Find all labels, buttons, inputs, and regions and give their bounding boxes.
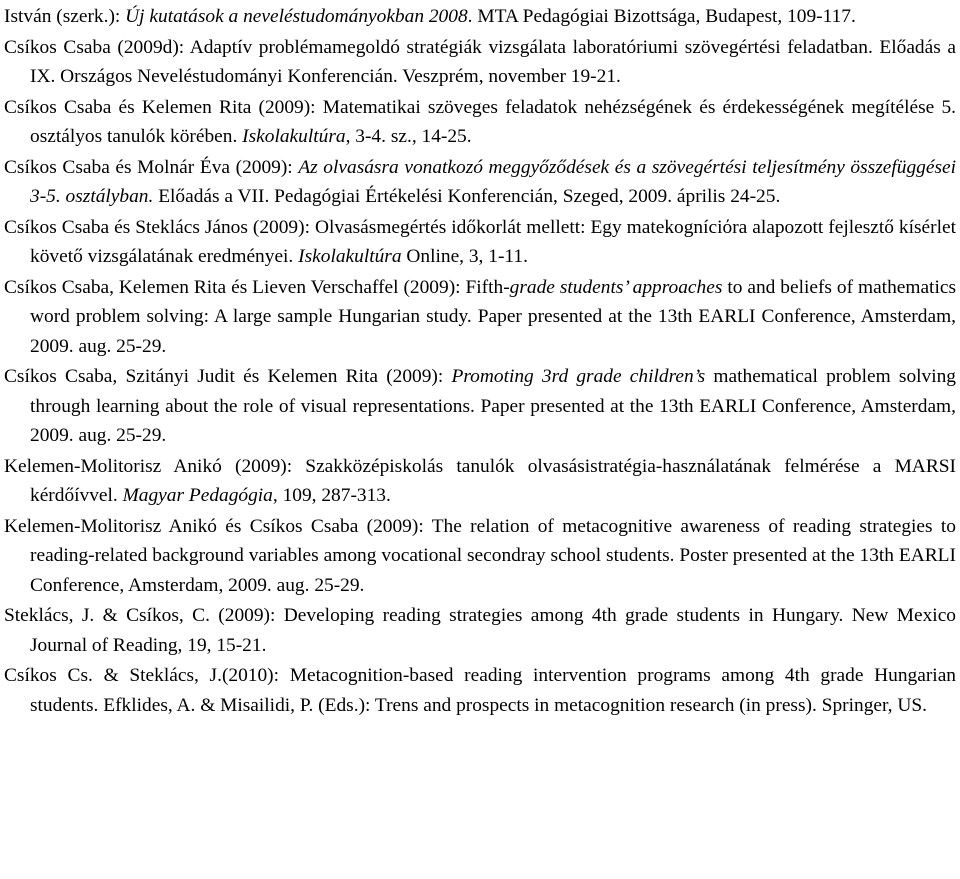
reference-italic-text: Iskolakultúra <box>242 126 346 147</box>
reference-text: Előadás a VII. Pedagógiai Értékelési Konferencián, Szeged, 2009. április 24-25. <box>153 186 781 207</box>
reference-text: István (szerk.): <box>4 6 126 27</box>
reference-entry <box>4 452 956 511</box>
reference-text: Csíkos Csaba, Kelemen Rita és Lieven Verschaffel (2009): Fifth- <box>4 276 510 298</box>
reference-text: Csíkos Csaba és Molnár Éva (2009): <box>4 156 299 178</box>
reference-italic-text: Iskolakultúra <box>298 246 402 267</box>
reference-entry <box>4 93 956 152</box>
reference-text: Csíkos Csaba (2009d): Adaptív problémamegoldó stratégiák vizsgálata laboratóriumi szövegértési feladatban. Előadás a IX. Országos Neveléstudományi Konferencián. Veszprém, november 19-21. <box>4 36 956 87</box>
reference-text: Csíkos Csaba és Kelemen Rita (2009): Matematikai szöveges feladatok nehézségének és érdekességének megítélése 5. osztályos tanulók körében. <box>4 96 956 147</box>
reference-entry <box>4 2 956 32</box>
reference-text: Kelemen-Molitorisz Anikó (2009): Szakközépiskolás tanulók olvasásistratégia-használatának felmérése a MARSI kérdőívvel. <box>4 455 956 506</box>
reference-text: , 3-4. sz., 14-25. <box>345 126 472 147</box>
reference-italic-text: Magyar Pedagógia <box>122 485 273 506</box>
reference-italic-text: Promoting 3rd grade children’s <box>451 366 706 387</box>
reference-entry <box>4 661 956 720</box>
reference-text: Csíkos Csaba, Szitányi Judit és Kelemen Rita (2009): <box>4 366 452 387</box>
reference-entry <box>4 362 956 451</box>
reference-entry <box>4 153 956 212</box>
reference-list <box>4 2 956 720</box>
reference-text: Csíkos Csaba és Steklács János (2009): Olvasásmegértés időkorlát mellett: Egy matekogníciόra alapozott fejlesztő kísérlet követő vizsgálatának eredményei. <box>4 216 956 267</box>
reference-text: , 109, 287-313. <box>272 485 391 506</box>
reference-text: Csíkos Cs. & Steklács, J.(2010): Metacognition-based reading intervention programs among 4th grade Hungarian students. Efklides, A. & Misailidi, P. (Eds.): Trens and prospects in metacognition research (in press). Springer, US. <box>4 665 956 716</box>
reference-entry <box>4 33 956 92</box>
reference-entry <box>4 601 956 660</box>
reference-entry <box>4 273 956 362</box>
reference-text: Steklács, J. & Csíkos, C. (2009): Developing reading strategies among 4th grade students in Hungary. New Mexico Journal of Reading, 19, 15-21. <box>4 605 956 656</box>
reference-italic-text: Az olvasásra vonatkozó meggyőződések és a szövegértési teljesítmény összefüggései 3-5. osztályban. <box>30 156 956 207</box>
reference-text: to and beliefs of mathematics word problem solving: A large sample Hungarian study. Paper presented at the 13th EARLI Conference, Amsterdam, 2009. aug. 25-29. <box>30 276 956 357</box>
reference-entry <box>4 512 956 601</box>
reference-text: Kelemen-Molitorisz Anikó és Csíkos Csaba (2009): The relation of metacognitive awareness of reading strategies to reading-related background variables among vocational secondray school students. Poster presented at the 13th EARLI Conference, Amsterdam, 2009. aug. 25-29. <box>4 515 956 596</box>
reference-italic-text: Új kutatások a neveléstudományokban 2008 <box>125 6 468 27</box>
reference-text: Online, 3, 1-11. <box>401 246 528 267</box>
reference-entry <box>4 213 956 272</box>
reference-text: . MTA Pedagógiai Bizottsága, Budapest, 109-117. <box>467 6 856 27</box>
reference-text: mathematical problem solving through learning about the role of visual representations. Paper presented at the 13th EARLI Conference, Amsterdam, 2009. aug. 25-29. <box>30 366 957 446</box>
reference-italic-text: grade students’ approaches <box>509 276 723 298</box>
